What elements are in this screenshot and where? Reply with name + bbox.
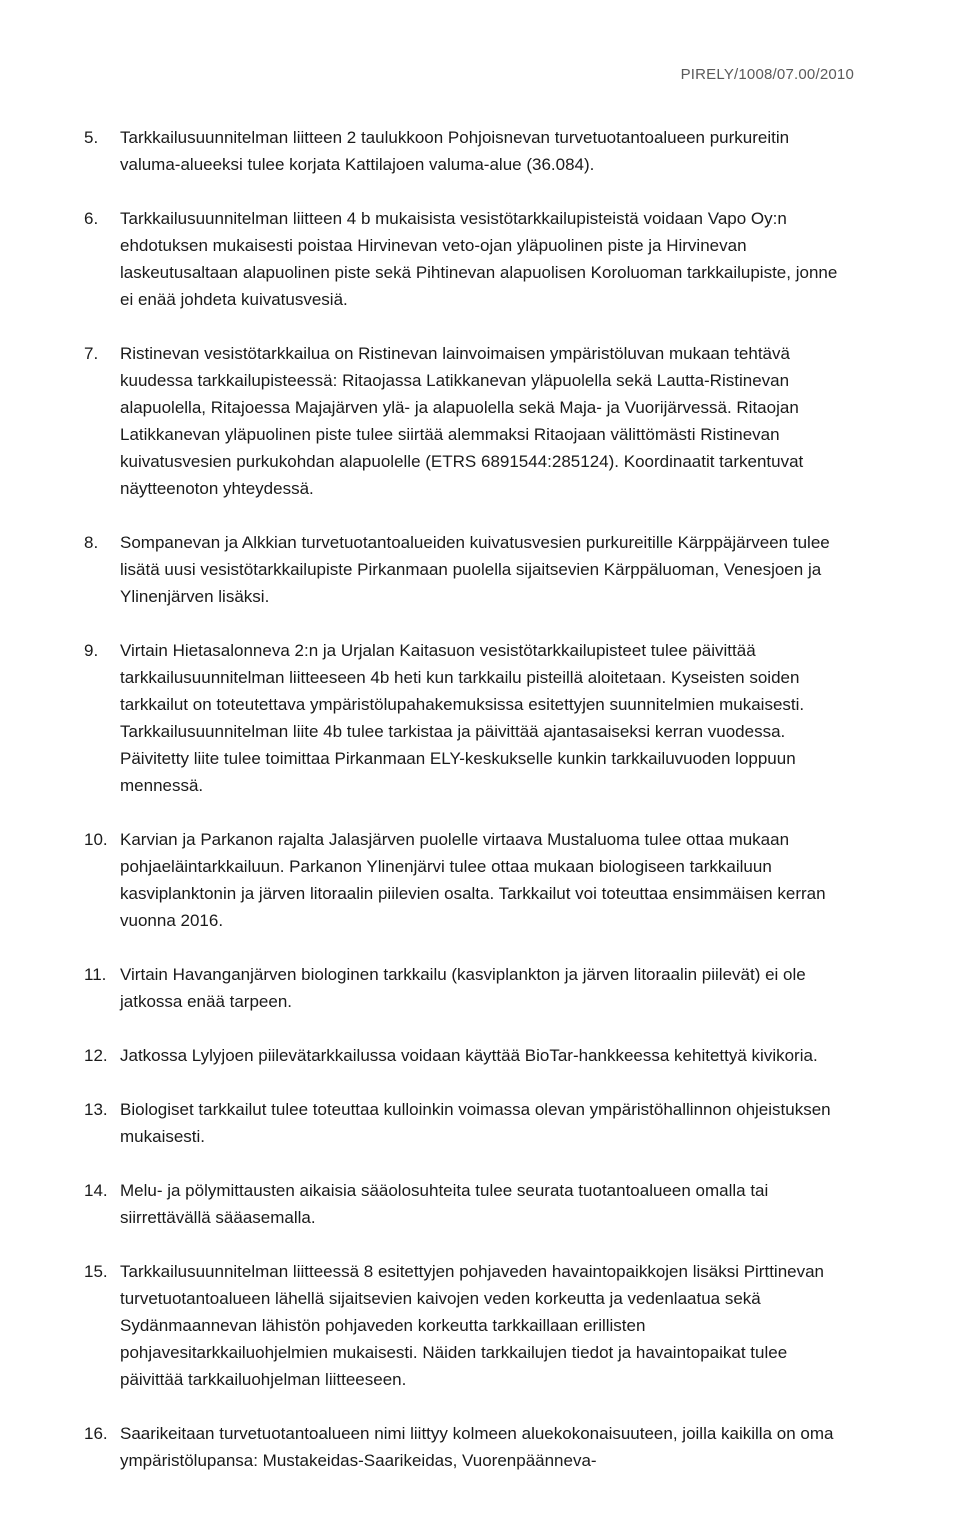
list-item bbox=[84, 1096, 854, 1150]
list-item bbox=[84, 124, 854, 178]
list-item bbox=[84, 529, 854, 610]
item-text: Karvian ja Parkanon rajalta Jalasjärven puolelle virtaava Mustaluoma tulee ottaa mukaan pohjaeläintarkkailuun. Parkanon Ylinenjärvi tulee ottaa mukaan biologiseen tarkkailuun kasviplanktonin ja järven litoraalin piilevien osalta. Tarkkailut voi toteuttaa ensimmäisen kerran vuonna 2016. bbox=[120, 830, 826, 930]
list-item bbox=[84, 826, 854, 934]
item-number: 8. bbox=[84, 533, 99, 552]
list-item bbox=[84, 1258, 854, 1393]
item-text: Biologiset tarkkailut tulee toteuttaa kulloinkin voimassa olevan ympäristöhallinnon ohjeistuksen mukaisesti. bbox=[120, 1100, 831, 1146]
item-number: 5. bbox=[84, 128, 99, 147]
list-item bbox=[84, 1042, 854, 1069]
item-number: 6. bbox=[84, 209, 99, 228]
item-number: 7. bbox=[84, 344, 99, 363]
list-item bbox=[84, 1177, 854, 1231]
item-text: Virtain Havanganjärven biologinen tarkkailu (kasviplankton ja järven litoraalin piilevät) ei ole jatkossa enää tarpeen. bbox=[120, 965, 806, 1011]
item-text: Tarkkailusuunnitelman liitteessä 8 esitettyjen pohjaveden havaintopaikkojen lisäksi Pirttinevan turvetuotantoalueen lähellä sijaitsevien kaivojen veden korkeutta ja vedenlaatua sekä Sydänmaannevan lähistön pohjaveden korkeutta tarkkaillaan erillisten pohjavesitarkkailuohjelmien mukaisesti. Näiden tarkkailujen tiedot ja havaintopaikat tulee päivittää tarkkailuohjelman liitteeseen. bbox=[120, 1262, 825, 1389]
list-item bbox=[84, 637, 854, 799]
item-text: Sompanevan ja Alkkian turvetuotantoalueiden kuivatusvesien purkureitille Kärppäjärveen tulee lisätä uusi vesistötarkkailupiste Pirkanmaan puolella sijaitsevien Kärppäluoman, Venesjoen ja Ylinenjärven lisäksi. bbox=[120, 533, 830, 606]
item-text: Tarkkailusuunnitelman liitteen 4 b mukaisista vesistötarkkailupisteistä voidaan Vapo Oy:n ehdotuksen mukaisesti poistaa Hirvinevan veto-ojan yläpuolinen piste ja Hirvinevan laskeutusaltaan alapuolinen piste sekä Pihtinevan alapuolisen Koroluoman tarkkailupiste, jonne ei enää johdeta kuivatusvesiä. bbox=[120, 209, 838, 309]
item-number: 10. bbox=[84, 830, 108, 849]
item-number: 13. bbox=[84, 1100, 108, 1119]
item-number: 15. bbox=[84, 1262, 108, 1281]
list-item bbox=[84, 961, 854, 1015]
list-item bbox=[84, 1420, 854, 1474]
item-number: 12. bbox=[84, 1046, 108, 1065]
item-number: 9. bbox=[84, 641, 99, 660]
item-text: Saarikeitaan turvetuotantoalueen nimi liittyy kolmeen aluekokonaisuuteen, joilla kaikilla on oma ympäristölupansa: Mustakeidas-Saarikeidas, Vuorenpäänneva- bbox=[120, 1424, 834, 1470]
item-text: Virtain Hietasalonneva 2:n ja Urjalan Kaitasuon vesistötarkkailupisteet tulee päivittää tarkkailusuunnitelman liitteeseen 4b heti kun tarkkailu pisteillä aloitetaan. Kyseisten soiden tarkkailut on toteutettava ympäristölupahakemuksissa esitettyjen suunnitelmien mukaisesti. Tarkkailusuunnitelman liite 4b tulee tarkistaa ja päivittää ajantasaiseksi kerran vuodessa. Päivitetty liite tulee toimittaa Pirkanmaan ELY-keskukselle kunkin tarkkailuvuoden loppuun mennessä. bbox=[120, 641, 805, 795]
document-reference: PIRELY/1008/07.00/2010 bbox=[680, 66, 854, 83]
item-text: Ristinevan vesistötarkkailua on Ristinevan lainvoimaisen ympäristöluvan mukaan tehtävä kuudessa tarkkailupisteessä: Ritaojassa Latikkanevan yläpuolella sekä Lautta-Ristinevan alapuolella, Ritajoessa Majajärven ylä- ja alapuolella sekä Maja- ja Vuorijärvessä. Ritaojan Latikkanevan yläpuolinen piste tulee siirtää alemmaksi Ritaojaan välittömästi Ristinevan kuivatusvesien purkukohdan alapuolelle (ETRS 6891544:285124). Koordinaatit tarkentuvat näytteenoton yhteydessä. bbox=[120, 344, 804, 498]
list-item bbox=[84, 205, 854, 313]
item-text: Tarkkailusuunnitelman liitteen 2 taulukkoon Pohjoisnevan turvetuotantoalueen purkureitin valuma-alueeksi tulee korjata Kattilajoen valuma-alue (36.084). bbox=[120, 128, 790, 174]
item-number: 14. bbox=[84, 1181, 108, 1200]
numbered-list bbox=[84, 124, 854, 1501]
list-item bbox=[84, 340, 854, 502]
item-text: Melu- ja pölymittausten aikaisia sääolosuhteita tulee seurata tuotantoalueen omalla tai siirrettävällä sääasemalla. bbox=[120, 1181, 769, 1227]
item-number: 11. bbox=[84, 965, 107, 984]
item-text: Jatkossa Lylyjoen piilevätarkkailussa voidaan käyttää BioTar-hankkeessa kehitettyä kivikoria. bbox=[120, 1046, 818, 1065]
item-number: 16. bbox=[84, 1424, 108, 1443]
